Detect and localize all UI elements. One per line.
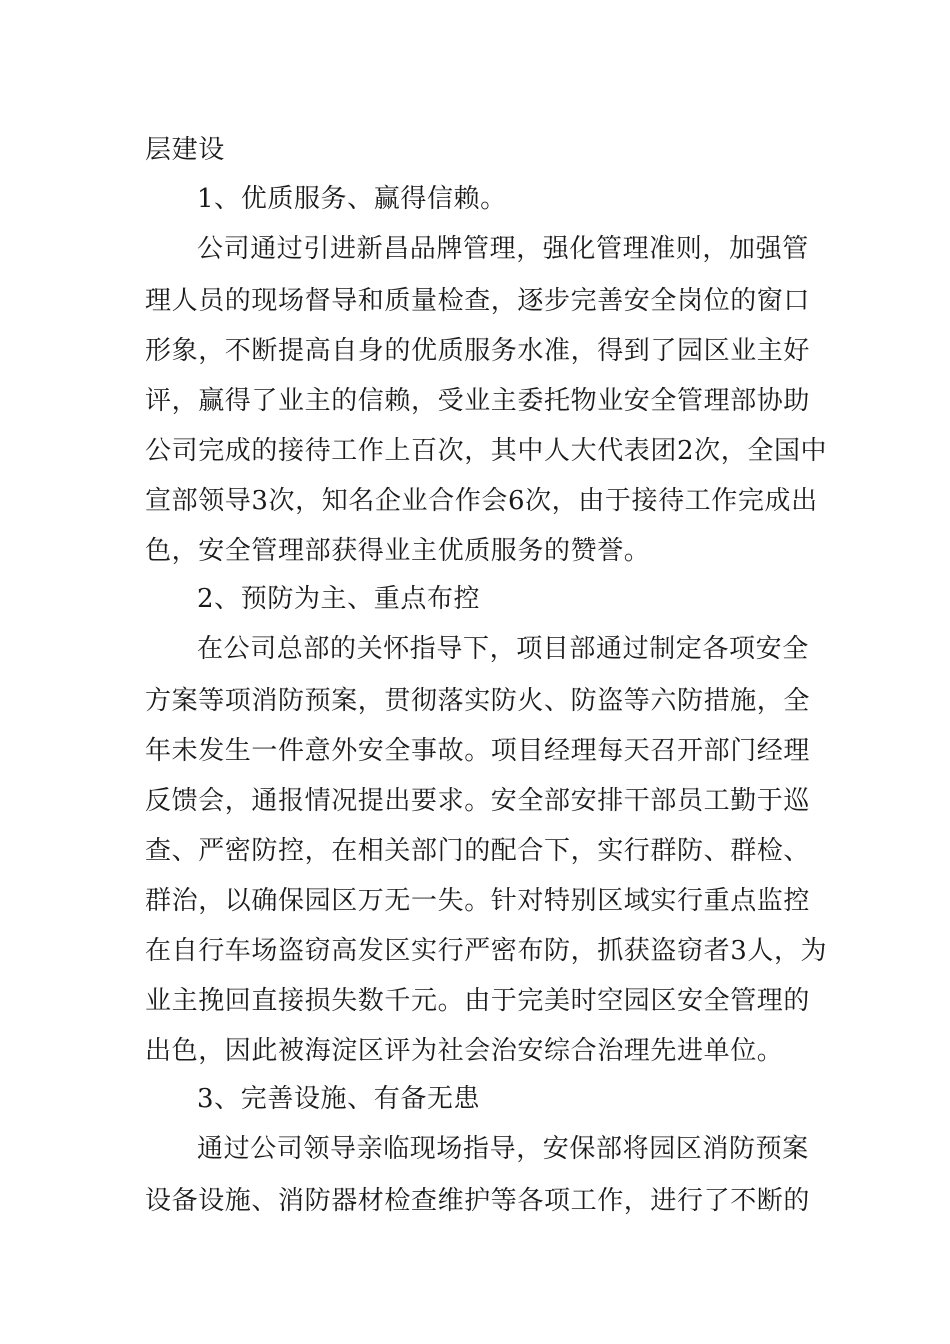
paragraph-line: 方案等项消防预案，贯彻落实防火、防盗等六防措施，全 (145, 686, 811, 716)
paragraph-line: 年未发生一件意外安全事故。项目经理每天召开部门经理 (145, 736, 811, 766)
paragraph-line: 设备设施、消防器材检查维护等各项工作，进行了不断的 (145, 1186, 811, 1216)
paragraph-line: 宣部领导3次，知名企业合作会6次，由于接待工作完成出 (145, 486, 818, 516)
paragraph-line: 评，赢得了业主的信赖，受业主委托物业安全管理部协助 (145, 386, 811, 416)
subheading-quality-service: 1、优质服务、赢得信赖。 (197, 184, 507, 214)
paragraph-line: 在公司总部的关怀指导下，项目部通过制定各项安全 (197, 634, 809, 664)
paragraph-line: 形象，不断提高自身的优质服务水准，得到了园区业主好 (145, 336, 811, 366)
paragraph-line: 色，安全管理部获得业主优质服务的赞誉。 (145, 536, 651, 566)
paragraph-line: 公司完成的接待工作上百次，其中人大代表团2次，全国中 (145, 436, 828, 466)
paragraph-line: 公司通过引进新昌品牌管理，强化管理准则，加强管 (197, 234, 809, 264)
subheading-prevention: 2、预防为主、重点布控 (197, 584, 481, 614)
paragraph-line: 查、严密防控，在相关部门的配合下，实行群防、群检、 (145, 836, 811, 866)
paragraph-line: 出色，因此被海淀区评为社会治安综合治理先进单位。 (145, 1036, 784, 1066)
text-line-section-heading-end: 层建设 (145, 135, 225, 165)
paragraph-line: 群治，以确保园区万无一失。针对特别区域实行重点监控 (145, 886, 811, 916)
paragraph-line: 通过公司领导亲临现场指导，安保部将园区消防预案 (197, 1134, 809, 1164)
subheading-facilities: 3、完善设施、有备无患 (197, 1084, 481, 1114)
paragraph-line: 理人员的现场督导和质量检查，逐步完善安全岗位的窗口 (145, 286, 811, 316)
paragraph-line: 在自行车场盗窃高发区实行严密布防，抓获盗窃者3人，为 (145, 936, 828, 966)
paragraph-line: 业主挽回直接损失数千元。由于完美时空园区安全管理的 (145, 986, 811, 1016)
paragraph-line: 反馈会，通报情况提出要求。安全部安排干部员工勤于巡 (145, 786, 811, 816)
